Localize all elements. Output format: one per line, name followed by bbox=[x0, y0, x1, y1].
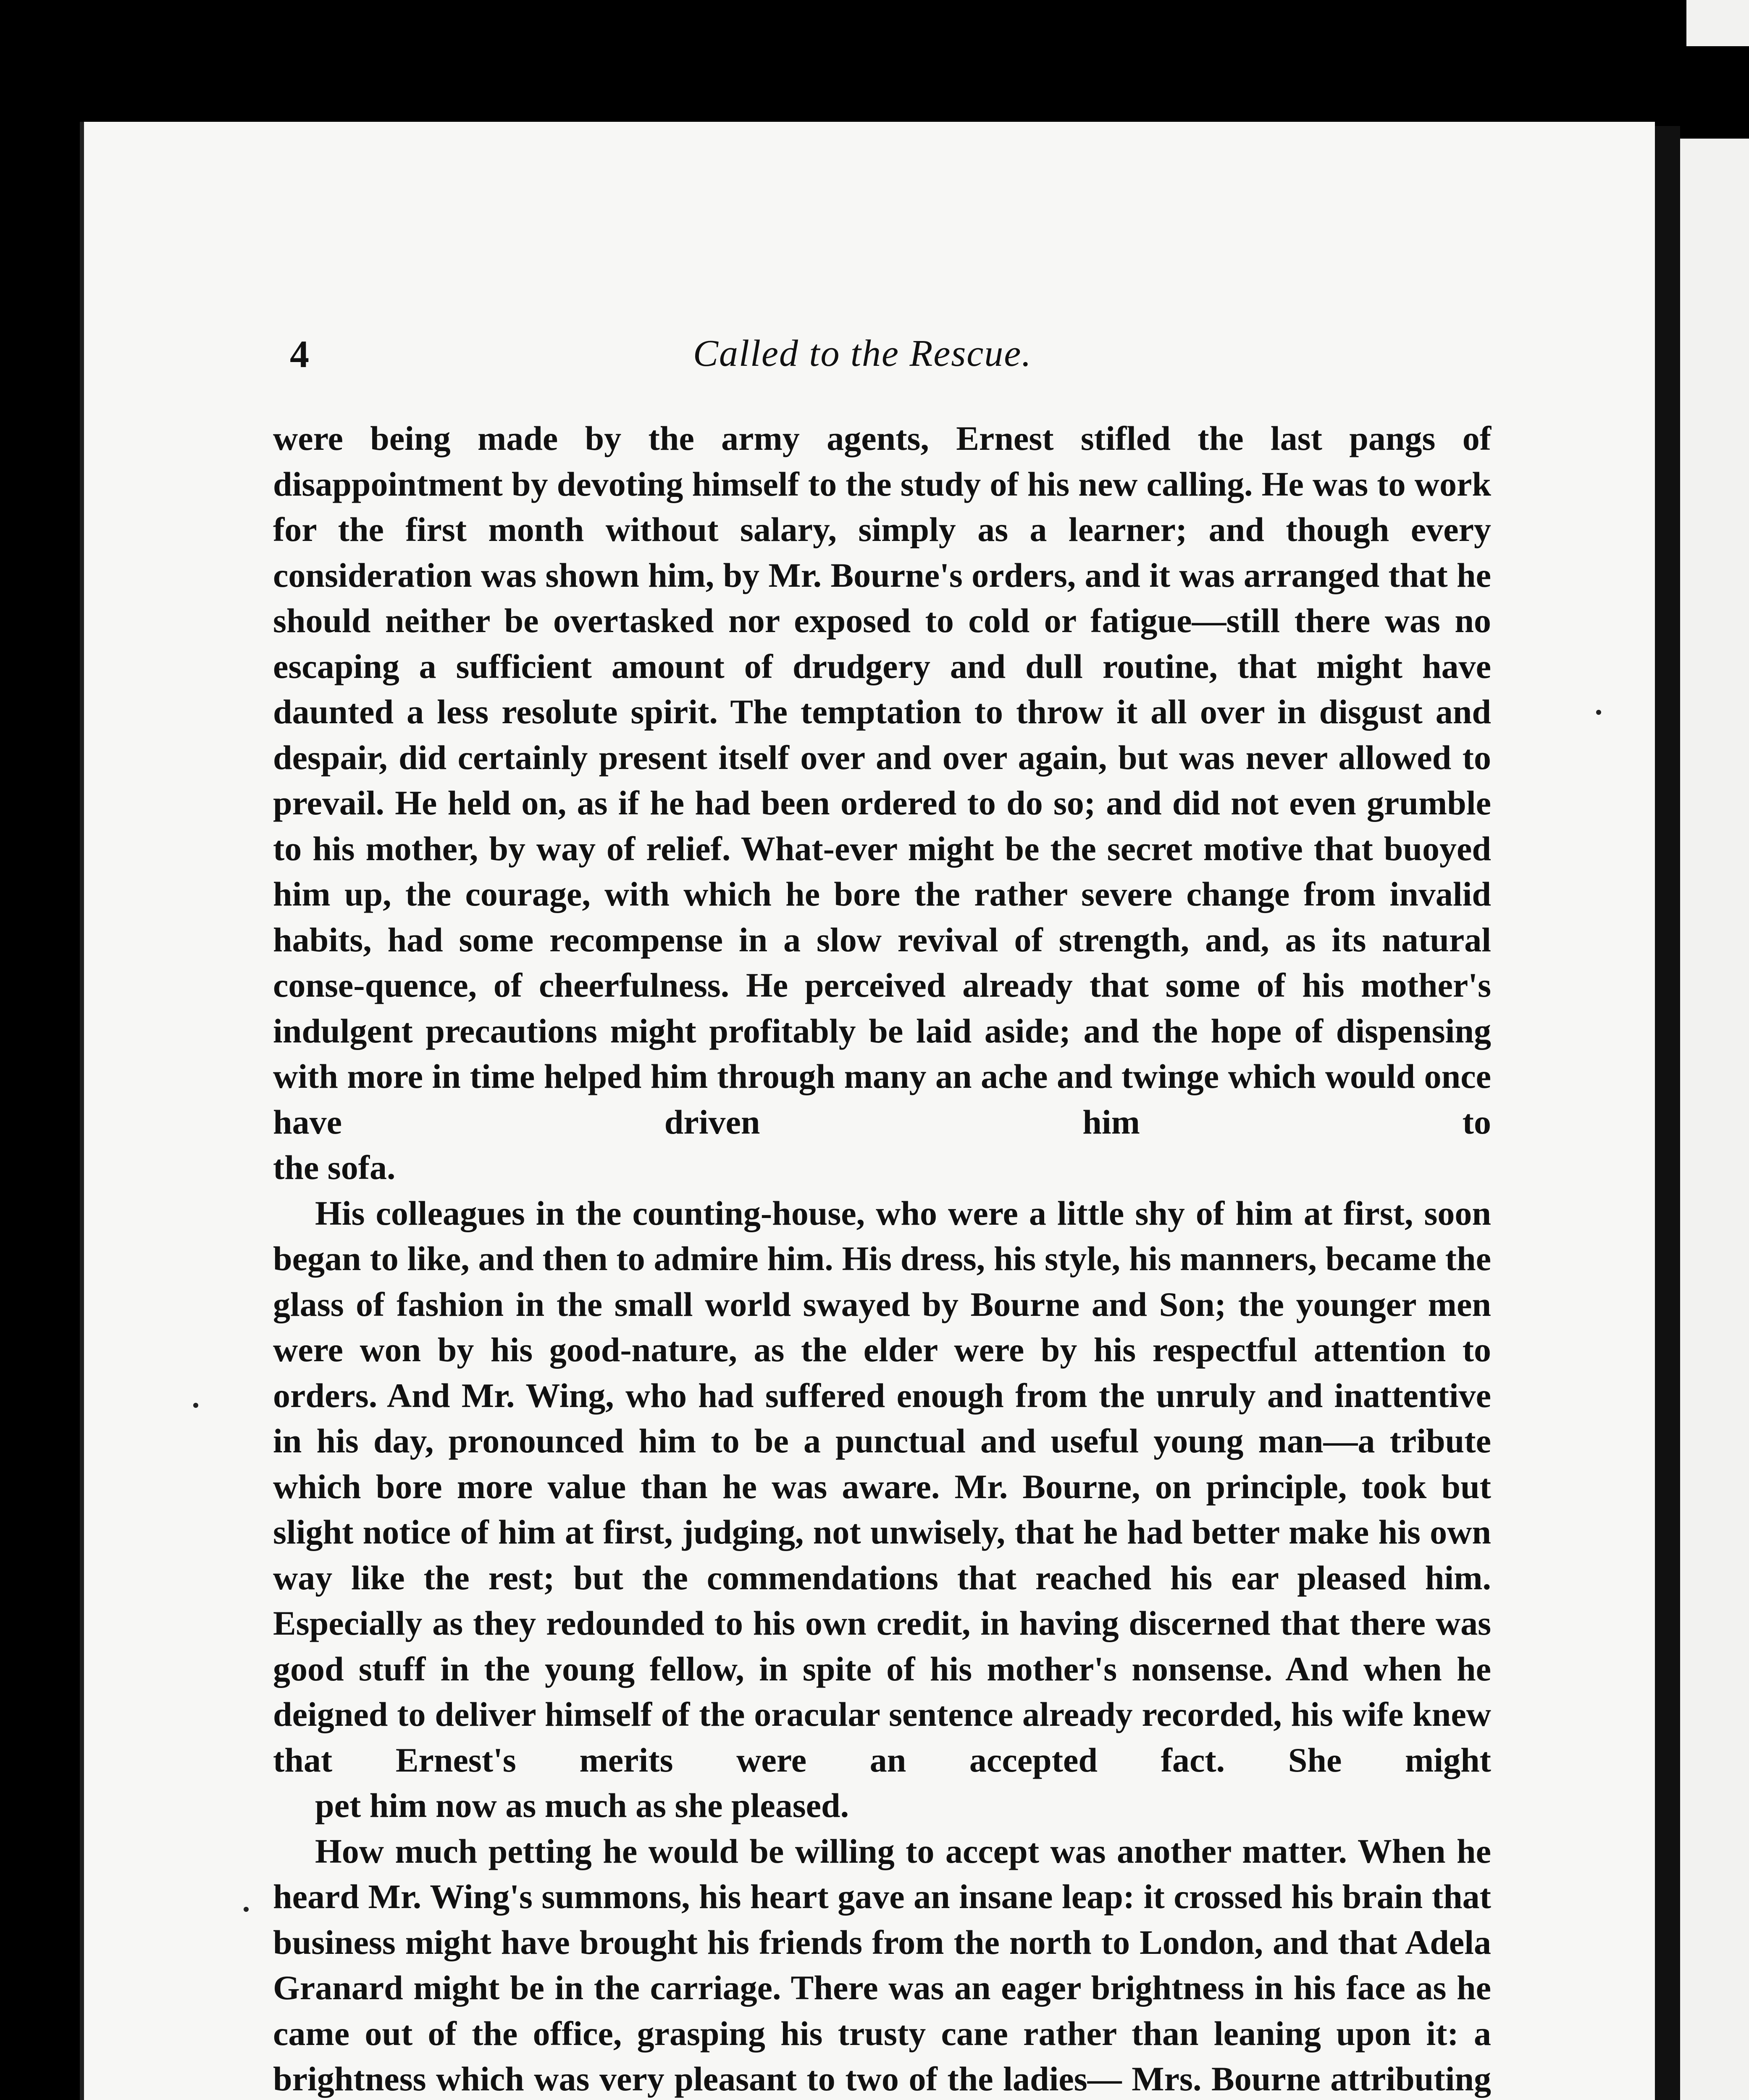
facing-page-top-edge bbox=[1686, 0, 1749, 46]
paragraph-text: His colleagues in the counting-house, who were a little shy of him at first, soon began to like, and then to admire him. His dress, his style, his manners, became the glass of fashion in the small world swayed by Bourne and Son; the younger men were won by his good-nature, as the elder were by his respectful attention to orders. And Mr. Wing, who had suffered enough from the unruly and inattentive in his day, pronounced him to be a punctual and useful young man—a tribute which bore more value than he was aware. Mr. Bourne, on principle, took but slight notice of him at first, judging, not unwisely, that he had better make his own way like the rest; but the commendations that reached his ear pleased him. Especially as they redounded to his own credit, in having discerned that there was good stuff in the young fellow, in spite of his mother's nonsense. And when he deigned to deliver himself of the oracular sentence already recorded, his wife knew that Ernest's merits were an accepted fact. She might bbox=[273, 1194, 1491, 1779]
paragraph-text: were being made by the army agents, Ernest stifled the last pangs of disappointment by devoting himself to the study of his new calling. He was to work for the first month without salary, simply as a learner; and though every consideration was shown him, by Mr. Bourne's orders, and it was arranged that he should neither be overtasked nor exposed to cold or fatigue—still there was no escaping a sufficient amount of drudgery and dull routine, that might have daunted a less resolute spirit. The temptation to throw it all over in disgust and despair, did certainly present itself over and over again, but was never allowed to prevail. He held on, as if he had been ordered to do so; and did not even grumble to his mother, by way of relief. What-ever might be the secret motive that buoyed him up, the courage, with which he bore the rather severe change from invalid habits, had some recompense in a slow revival of strength, and, as its natural conse-quence, of cheerfulness. He perceived already that some of his mother's indulgent precautions might profitably be laid aside; and the hope of dispensing with more in time helped him through many an ache and twinge which would once have driven him to bbox=[273, 419, 1491, 1141]
body-text bbox=[273, 416, 1491, 2100]
page-speck bbox=[193, 1403, 198, 1408]
paragraph-text: How much petting he would be willing to accept was another matter. When he heard Mr. Wing's summons, his heart gave an insane leap: it crossed his brain that business might have brought his friends from the north to London, and that Adela Granard might be in the carriage. There was an eager brightness in his face as he came out of the office, grasping his trusty cane rather than leaning upon it: a brightness which was very pleasant to two of the ladies— Mrs. Bourne attributing bbox=[273, 1832, 1491, 2098]
page-speck bbox=[244, 1907, 249, 1912]
book-gutter bbox=[1655, 126, 1680, 2100]
paragraph bbox=[273, 1829, 1491, 2100]
running-title: Called to the Rescue. bbox=[693, 333, 1032, 374]
page-number: 4 bbox=[290, 333, 309, 375]
paragraph-last-line: pet him now as much as she pleased. bbox=[315, 1786, 849, 1824]
paragraph-last-line: the sofa. bbox=[273, 1148, 396, 1186]
paragraph bbox=[273, 1191, 1491, 1829]
page-header bbox=[290, 332, 1529, 378]
paragraph bbox=[273, 416, 1491, 1191]
page-speck bbox=[1596, 710, 1601, 715]
facing-page-edge bbox=[1680, 139, 1749, 2100]
